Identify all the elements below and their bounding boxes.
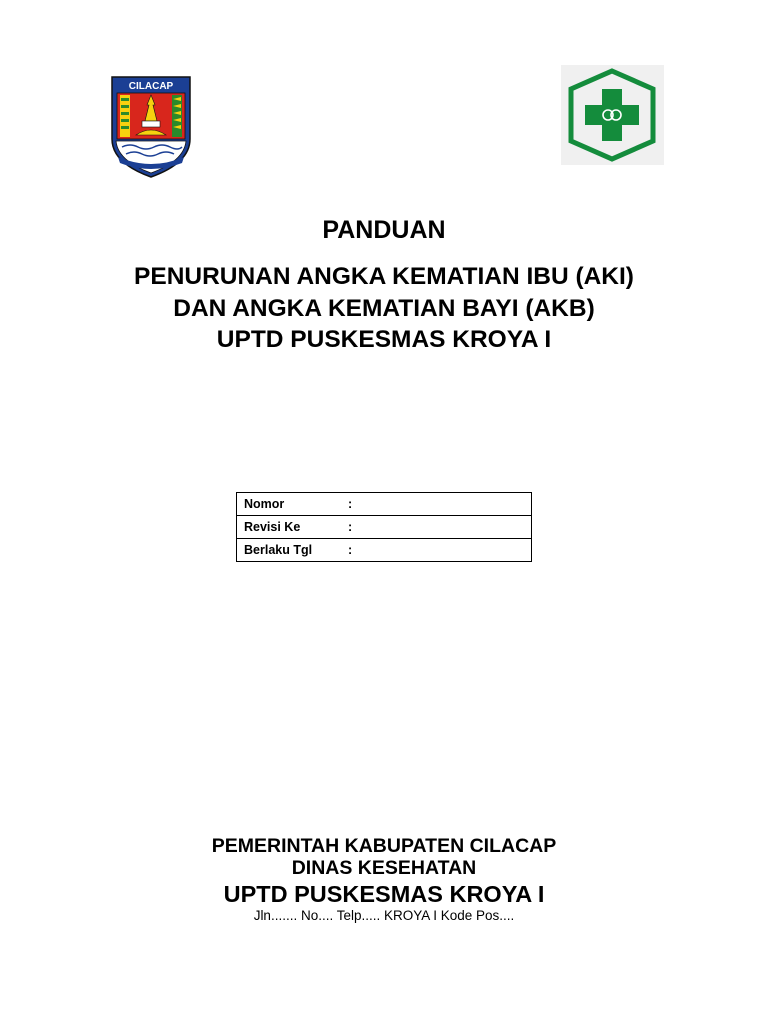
- document-meta-table: [236, 492, 532, 562]
- table-row: [237, 493, 532, 516]
- government-name: PEMERINTAH KABUPATEN CILACAP: [211, 835, 557, 857]
- meta-label-berlaku: Berlaku Tgl: [237, 539, 349, 562]
- meta-value-berlaku: [362, 539, 532, 562]
- cilacap-emblem-icon: [110, 75, 192, 179]
- meta-label-revisi: Revisi Ke: [237, 516, 349, 539]
- meta-label-nomor: Nomor: [237, 493, 349, 516]
- department-name: DINAS KESEHATAN: [291, 857, 477, 879]
- table-row: [237, 539, 532, 562]
- cilacap-emblem: [110, 75, 192, 179]
- footer-block: [0, 835, 768, 924]
- puskesmas-logo: [561, 65, 664, 165]
- title-line: PENURUNAN ANGKA KEMATIAN IBU (AKI): [134, 263, 634, 290]
- emblem-text: CILACAP: [128, 81, 174, 92]
- meta-value-nomor: [362, 493, 532, 516]
- puskesmas-logo-icon: [561, 65, 664, 165]
- meta-colon: :: [348, 539, 362, 562]
- document-type: PANDUAN: [322, 216, 446, 244]
- meta-value-revisi: [362, 516, 532, 539]
- title-line: UPTD PUSKESMAS KROYA I: [216, 326, 552, 353]
- table-row: [237, 516, 532, 539]
- unit-name: UPTD PUSKESMAS KROYA I: [223, 881, 545, 907]
- meta-colon: :: [348, 493, 362, 516]
- title-block: [0, 212, 768, 356]
- address-line: Jln....... No.... Telp..... KROYA I Kode Pos....: [253, 908, 515, 923]
- title-line: DAN ANGKA KEMATIAN BAYI (AKB): [173, 294, 595, 322]
- meta-colon: :: [348, 516, 362, 539]
- document-title: [0, 261, 768, 356]
